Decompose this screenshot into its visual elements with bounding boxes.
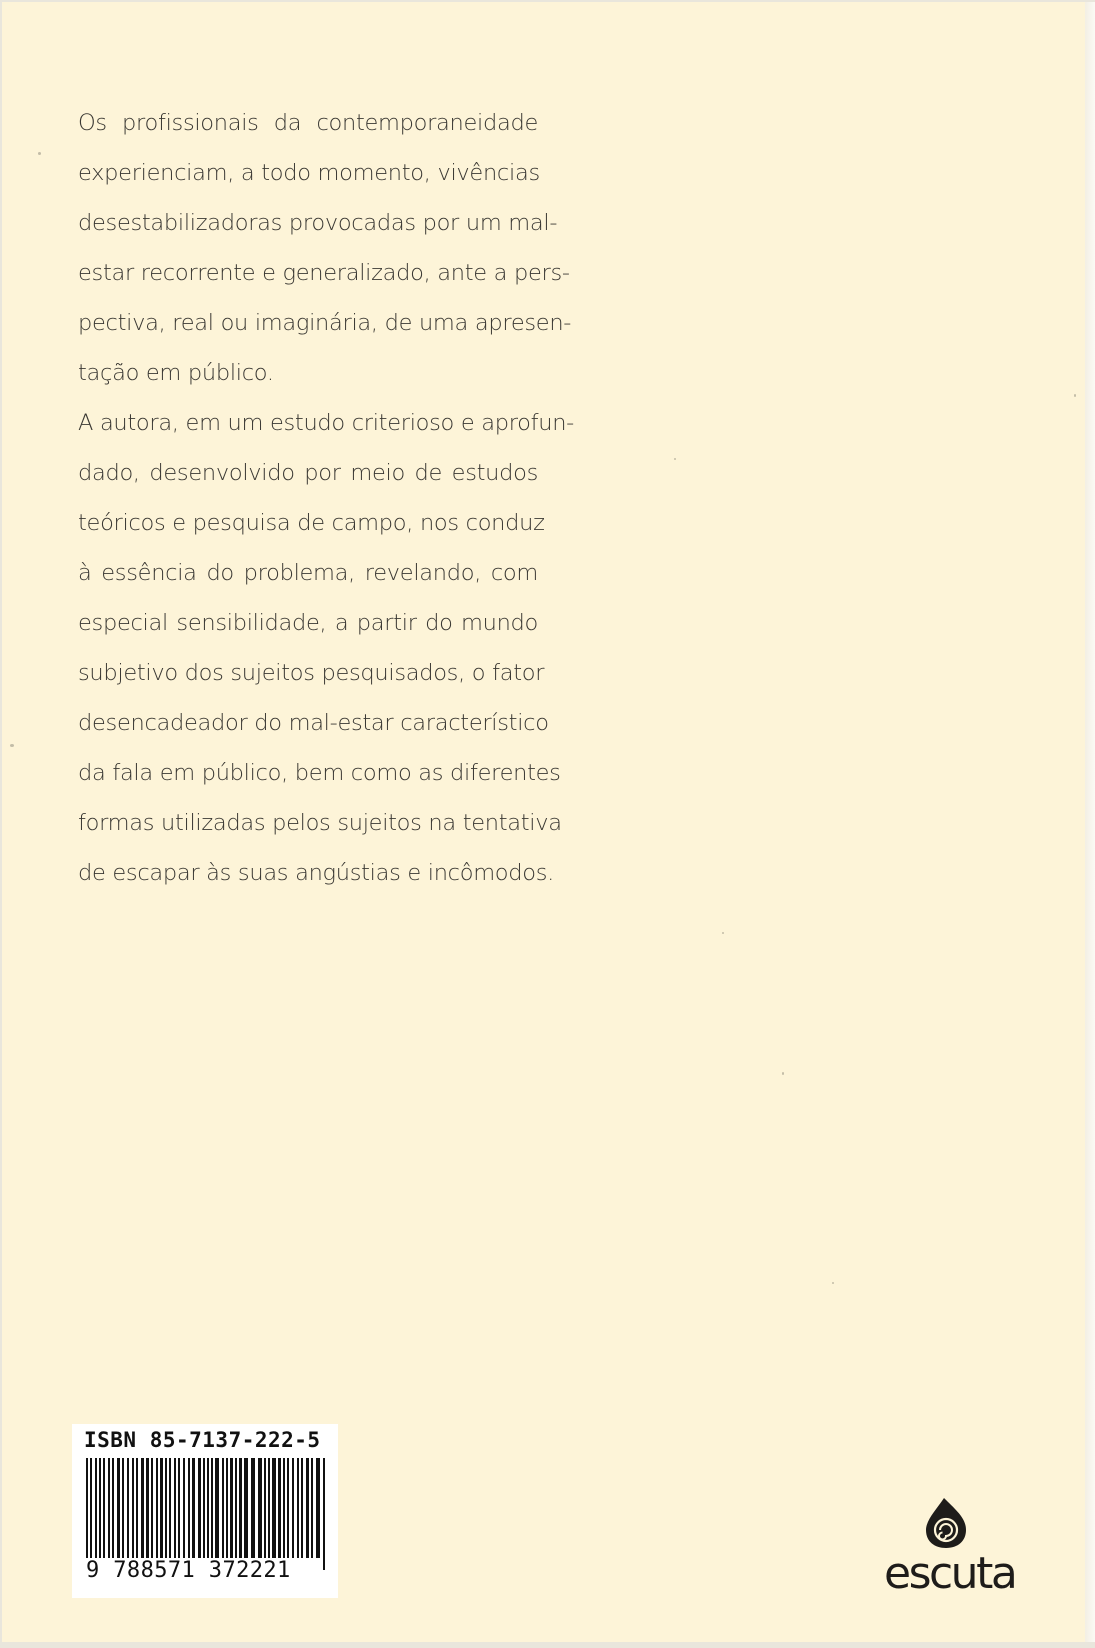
barcode-bar bbox=[103, 1458, 105, 1558]
barcode-bar bbox=[306, 1458, 309, 1558]
blurb-line: pectiva, real ou imaginária, de uma apresen- bbox=[78, 310, 572, 336]
barcode-bar bbox=[316, 1458, 320, 1558]
barcode-bar bbox=[203, 1458, 205, 1570]
paper-speck bbox=[38, 152, 41, 155]
barcode-bar bbox=[169, 1458, 171, 1558]
paper-speck bbox=[782, 1072, 784, 1075]
paper-speck bbox=[722, 932, 724, 934]
barcode-bar bbox=[160, 1458, 163, 1558]
blurb-line: desencadeador do mal-estar característico bbox=[78, 710, 549, 736]
barcode-bar bbox=[239, 1458, 242, 1558]
blurb-line: subjetivo dos sujeitos pesquisados, o fator bbox=[78, 660, 545, 686]
blurb-line: dado, desenvolvido por meio de estudos bbox=[78, 460, 538, 486]
publisher-name: escuta bbox=[884, 1548, 1016, 1599]
barcode-bar bbox=[146, 1458, 149, 1558]
barcode-bar bbox=[151, 1458, 153, 1558]
barcode-bar bbox=[272, 1458, 276, 1558]
barcode-bar bbox=[264, 1458, 266, 1558]
blurb-line: de escapar às suas angústias e incômodos. bbox=[78, 860, 554, 886]
book-back-cover bbox=[2, 2, 1085, 1642]
barcode-bar bbox=[90, 1458, 92, 1570]
barcode-bar bbox=[183, 1458, 185, 1558]
paper-speck bbox=[10, 744, 14, 747]
barcode-bar bbox=[136, 1458, 138, 1558]
barcode-bar bbox=[297, 1458, 299, 1558]
barcode-bar bbox=[207, 1458, 209, 1570]
barcode-bar bbox=[230, 1458, 233, 1558]
barcode-bar bbox=[258, 1458, 262, 1558]
barcode-bar bbox=[141, 1458, 144, 1558]
paper-speck bbox=[674, 458, 676, 460]
barcode-bar bbox=[122, 1458, 124, 1558]
barcode-bar bbox=[198, 1458, 201, 1558]
barcode-bar bbox=[211, 1458, 213, 1558]
barcode-bar bbox=[301, 1458, 303, 1558]
barcode-bar bbox=[108, 1458, 110, 1558]
barcode-bar bbox=[117, 1458, 120, 1558]
barcode-bar bbox=[86, 1458, 88, 1570]
barcode-bar bbox=[287, 1458, 289, 1558]
publisher-logo bbox=[874, 1496, 1024, 1606]
barcode-bar bbox=[174, 1458, 176, 1558]
blurb-line: estar recorrente e generalizado, ante a pers- bbox=[78, 260, 570, 286]
blurb-line: A autora, em um estudo criterioso e aprofun- bbox=[78, 410, 575, 436]
barcode-bar bbox=[127, 1458, 129, 1558]
barcode-bar bbox=[251, 1458, 255, 1558]
barcode-bar bbox=[132, 1458, 134, 1558]
barcode-bar bbox=[226, 1458, 228, 1558]
barcode-digits: 9 788571 372221 bbox=[86, 1558, 291, 1583]
barcode-bar bbox=[222, 1458, 224, 1558]
barcode-bar bbox=[188, 1458, 190, 1558]
blurb-line: tação em público. bbox=[78, 360, 274, 386]
barcode-bar bbox=[268, 1458, 270, 1558]
blurb-line: especial sensibilidade, a partir do mundo bbox=[78, 610, 538, 636]
barcode-bar bbox=[95, 1458, 97, 1558]
blurb-line: Os profissionais da contemporaneidade bbox=[78, 110, 538, 136]
barcode-bar bbox=[156, 1458, 158, 1558]
barcode-bar bbox=[244, 1458, 248, 1558]
barcode-bar bbox=[192, 1458, 195, 1558]
spiral-shell-icon bbox=[922, 1496, 970, 1550]
blurb-line: experienciam, a todo momento, vivências bbox=[78, 160, 540, 186]
barcode-bar bbox=[283, 1458, 285, 1558]
blurb-line: teóricos e pesquisa de campo, nos conduz bbox=[78, 510, 545, 536]
blurb-line: formas utilizadas pelos sujeitos na tentativa bbox=[78, 810, 562, 836]
barcode-bar bbox=[311, 1458, 313, 1558]
barcode-bar bbox=[99, 1458, 101, 1558]
barcode-bar bbox=[278, 1458, 281, 1558]
barcode-bar bbox=[165, 1458, 167, 1558]
barcode-bar bbox=[235, 1458, 237, 1558]
barcode-bar bbox=[323, 1458, 325, 1570]
paper-speck bbox=[832, 1282, 834, 1284]
blurb-text bbox=[78, 98, 575, 898]
isbn-label: ISBN 85-7137-222-5 bbox=[84, 1428, 321, 1452]
cover-edge bbox=[1085, 2, 1095, 1642]
barcode-bars bbox=[86, 1458, 326, 1570]
barcode-bar bbox=[178, 1458, 180, 1558]
paper-speck bbox=[1074, 394, 1076, 397]
barcode-bar bbox=[215, 1458, 219, 1558]
isbn-barcode bbox=[72, 1424, 338, 1598]
blurb-line: da fala em público, bem como as diferentes bbox=[78, 760, 561, 786]
blurb-line: à essência do problema, revelando, com bbox=[78, 560, 538, 586]
barcode-bar bbox=[112, 1458, 114, 1558]
blurb-line: desestabilizadoras provocadas por um mal- bbox=[78, 210, 558, 236]
barcode-bar bbox=[292, 1458, 294, 1558]
